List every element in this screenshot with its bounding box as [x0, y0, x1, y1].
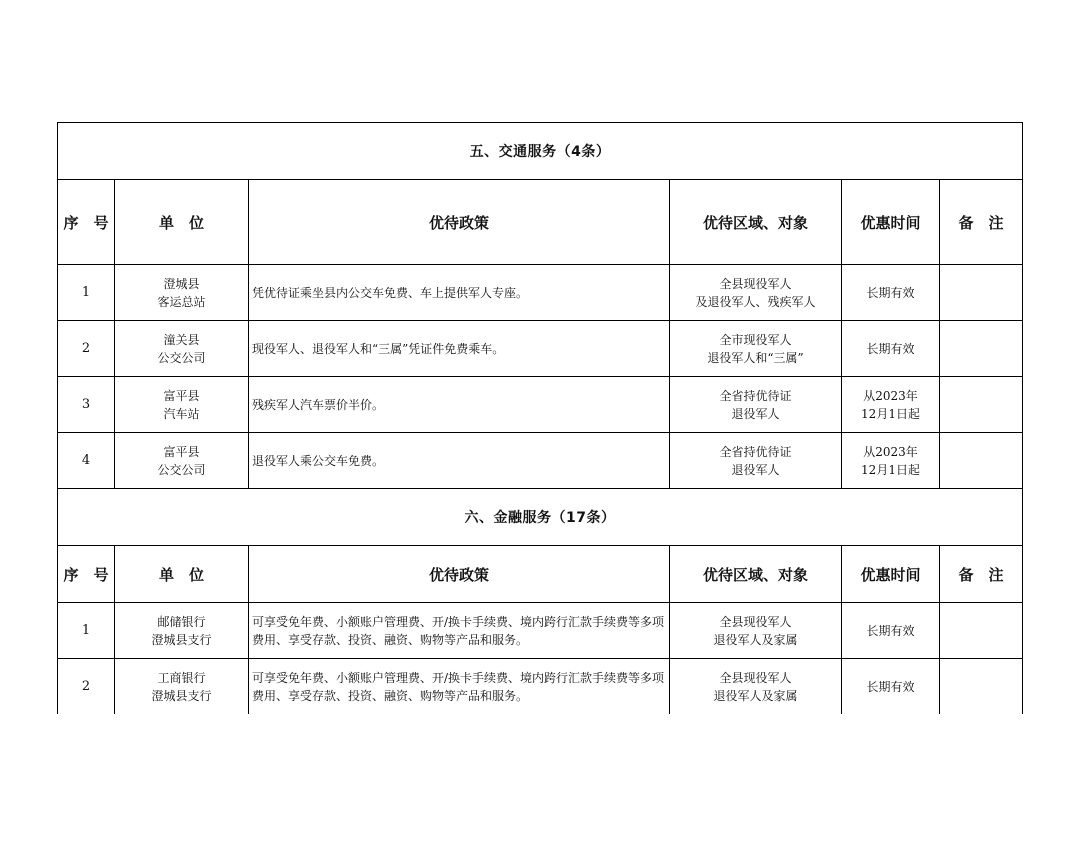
- header-index: 序 号: [58, 180, 115, 265]
- policy-table-sheet: [57, 122, 1022, 714]
- row-target: 全县现役军人 退役军人及家属: [670, 659, 842, 715]
- row-index: 4: [58, 433, 115, 489]
- row-index: 1: [58, 603, 115, 659]
- header-row: [58, 546, 1023, 603]
- header-target: 优待区域、对象: [670, 180, 842, 265]
- header-unit: 单 位: [115, 546, 249, 603]
- section-title-row: [58, 489, 1023, 546]
- row-unit: 工商银行 澄城县支行: [115, 659, 249, 715]
- row-index: 1: [58, 265, 115, 321]
- header-note: 备 注: [940, 180, 1023, 265]
- row-unit: 邮储银行 澄城县支行: [115, 603, 249, 659]
- row-time: 长期有效: [842, 603, 940, 659]
- policy-table: [57, 122, 1023, 714]
- header-policy: 优待政策: [249, 180, 670, 265]
- header-unit: 单 位: [115, 180, 249, 265]
- row-target: 全县现役军人 及退役军人、残疾军人: [670, 265, 842, 321]
- row-policy: 凭优待证乘坐县内公交车免费、车上提供军人专座。: [249, 265, 670, 321]
- row-note: [940, 603, 1023, 659]
- section-title: 五、交通服务（4条）: [58, 123, 1023, 180]
- row-target: 全省持优待证 退役军人: [670, 433, 842, 489]
- row-index: 3: [58, 377, 115, 433]
- row-target: 全县现役军人 退役军人及家属: [670, 603, 842, 659]
- row-time: 长期有效: [842, 659, 940, 715]
- row-unit: 富平县 汽车站: [115, 377, 249, 433]
- header-policy: 优待政策: [249, 546, 670, 603]
- table-row: [58, 603, 1023, 659]
- table-row: [58, 265, 1023, 321]
- table-row: [58, 659, 1023, 715]
- row-note: [940, 265, 1023, 321]
- row-unit: 潼关县 公交公司: [115, 321, 249, 377]
- row-time: 从2023年 12月1日起: [842, 377, 940, 433]
- table-row: [58, 377, 1023, 433]
- header-target: 优待区域、对象: [670, 546, 842, 603]
- header-note: 备 注: [940, 546, 1023, 603]
- header-time: 优惠时间: [842, 546, 940, 603]
- row-index: 2: [58, 321, 115, 377]
- header-row: [58, 180, 1023, 265]
- row-policy: 残疾军人汽车票价半价。: [249, 377, 670, 433]
- row-policy: 现役军人、退役军人和“三属”凭证件免费乘车。: [249, 321, 670, 377]
- row-time: 从2023年 12月1日起: [842, 433, 940, 489]
- row-policy: 可享受免年费、小额账户管理费、开/换卡手续费、境内跨行汇款手续费等多项费用、享受存款、投资、融资、购物等产品和服务。: [249, 659, 670, 715]
- row-unit: 富平县 公交公司: [115, 433, 249, 489]
- section-title-row: [58, 123, 1023, 180]
- row-target: 全市现役军人 退役军人和“三属”: [670, 321, 842, 377]
- row-target: 全省持优待证 退役军人: [670, 377, 842, 433]
- row-note: [940, 377, 1023, 433]
- table-row: [58, 321, 1023, 377]
- row-note: [940, 433, 1023, 489]
- table-row: [58, 433, 1023, 489]
- row-policy: 可享受免年费、小额账户管理费、开/换卡手续费、境内跨行汇款手续费等多项费用、享受存款、投资、融资、购物等产品和服务。: [249, 603, 670, 659]
- row-policy: 退役军人乘公交车免费。: [249, 433, 670, 489]
- row-time: 长期有效: [842, 321, 940, 377]
- row-note: [940, 321, 1023, 377]
- header-time: 优惠时间: [842, 180, 940, 265]
- header-index: 序 号: [58, 546, 115, 603]
- row-index: 2: [58, 659, 115, 715]
- row-time: 长期有效: [842, 265, 940, 321]
- row-note: [940, 659, 1023, 715]
- row-unit: 澄城县 客运总站: [115, 265, 249, 321]
- section-title: 六、金融服务（17条）: [58, 489, 1023, 546]
